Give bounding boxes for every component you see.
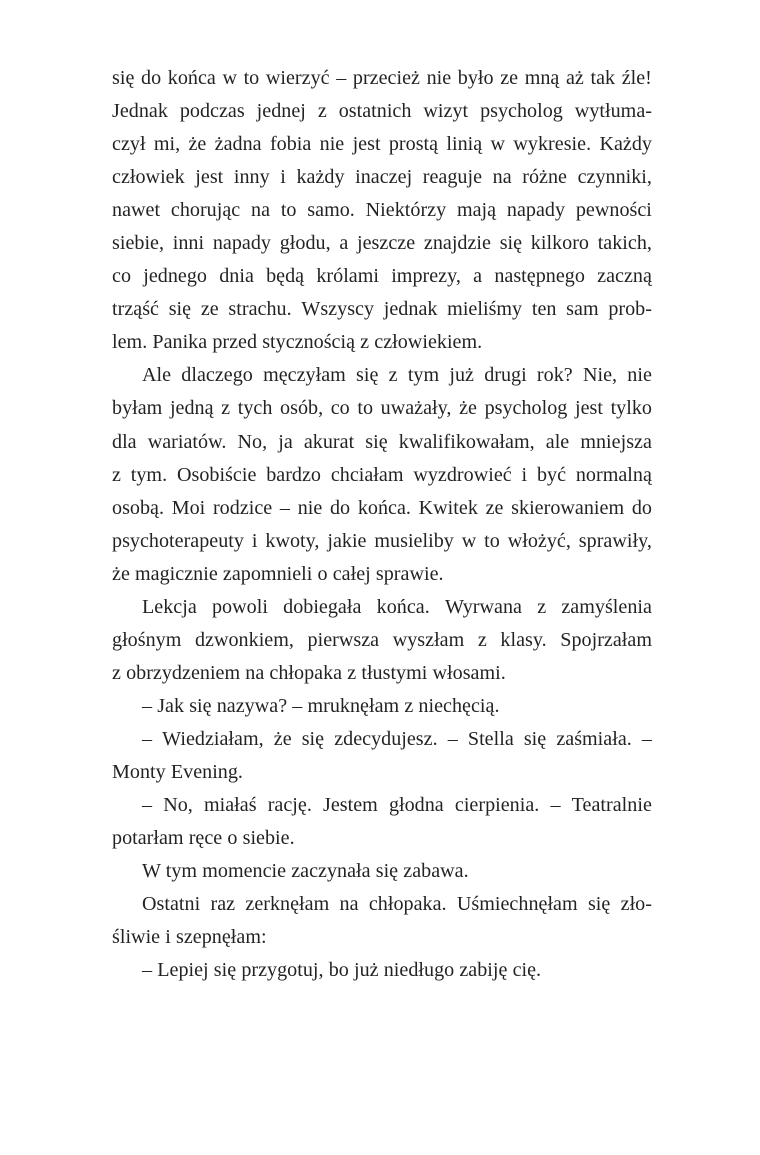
word: czył [112,133,146,156]
word: chciałam [330,463,404,486]
paragraph [112,954,652,987]
word: to [357,397,374,420]
word: ale [545,430,570,453]
text-line: z obrzydzeniem na chłopaka z tłustymi włosami. [112,661,506,684]
word: Ale [142,364,172,387]
word: wariatów. [147,430,227,453]
text-line [112,95,652,128]
word: reaguje [422,166,483,189]
word: się [499,232,523,255]
text-line [112,426,652,459]
word: na [339,893,359,916]
word: jeszcze [357,232,416,255]
word: – [142,727,153,750]
word: Niektórzy [365,199,447,222]
word: chłopaka. [368,893,447,916]
text-line [112,194,652,227]
word: do [631,496,652,519]
word: nie [627,364,652,387]
word: tym [407,364,440,387]
text-line [112,161,652,194]
word: że [188,133,207,156]
word: ze [200,298,219,321]
paragraph [112,888,652,954]
word: przecież [352,67,420,89]
word: jest [352,133,381,156]
word: w [222,67,237,89]
word: żadna [214,133,262,156]
text-line: – Jak się nazywa? – mruknęłam z niechęcią. [142,694,500,717]
word: królami [316,265,379,288]
word: było [457,67,494,89]
word: tylko [610,397,652,420]
word: końca. [376,595,430,618]
word: zaczną [597,265,652,288]
text-line [112,591,652,624]
text-line [112,359,652,392]
word: człowiek [112,166,185,189]
word: głodu, [279,232,331,255]
word: sam [566,298,599,321]
word: Wszyscy [301,298,375,321]
word: jest [574,397,603,420]
word: dzwonkiem, [194,628,294,651]
paragraph [112,62,652,359]
text-line [112,525,652,558]
text-line [112,227,652,260]
word: co [330,397,350,420]
word: następnego [494,265,585,288]
word: akurat [303,430,355,453]
word: tych [237,397,273,420]
word: dlaczego [181,364,253,387]
word: dla [112,430,137,453]
text-line: potarłam ręce o siebie. [112,827,295,850]
word: że [459,397,477,420]
word: to [280,199,297,222]
word: nie [426,67,452,89]
word: nawet [112,199,161,222]
word: klasy. [500,628,547,651]
word: psychoterapeuty [112,529,244,552]
word: z [537,595,547,618]
word: Lekcja [142,595,197,618]
text-line [112,62,652,95]
word: w [490,133,506,156]
word: jednej [256,100,306,123]
paragraph [112,723,652,789]
word: na [492,166,512,189]
paragraph [112,591,652,690]
word: pewności [575,199,652,222]
word: prob- [608,298,652,321]
word: Jednak [112,100,168,123]
text-line: Monty Evening. [112,760,243,783]
word: raz [210,893,236,916]
word: Uśmiechnęłam [456,893,578,916]
word: być [536,463,567,486]
word: będą [266,265,305,288]
word: – [550,794,561,817]
word: znajdzie [423,232,491,255]
word: Teatralnie [571,794,652,817]
word: się [356,364,379,387]
text-line: W tym momencie zaczynała się zabawa. [142,860,469,883]
word: się [365,430,388,453]
word: wierzyć [265,67,330,89]
word: i [251,529,258,552]
word: mieliśmy [447,298,523,321]
word: – [279,496,290,519]
text-line [112,888,652,921]
word: Stella [467,727,514,750]
word: osób, [280,397,324,420]
word: ze [500,67,519,89]
word: uważały, [380,397,452,420]
word: musieliby [374,529,454,552]
word: normalną [575,463,652,486]
word: prostą [388,133,439,156]
word: Moi [171,496,206,519]
word: samo. [307,199,355,222]
word: to [243,67,260,89]
word: powoli [211,595,268,618]
page-text-block [112,62,652,987]
word: skierowaniem [511,496,625,519]
word: że [273,727,292,750]
word: nie [297,496,323,519]
word: a [473,265,483,288]
word: kilkoro [530,232,589,255]
word: ze [485,496,504,519]
word: wizyt [423,100,469,123]
text-line [112,392,652,425]
word: Wyrwana [444,595,522,618]
word: do [329,496,351,519]
word: się [168,298,192,321]
word: Osobiście [176,463,257,486]
word: wyzdrowieć [413,463,512,486]
word: i [521,463,528,486]
word: nie [319,133,345,156]
word: jednak [383,298,438,321]
text-line: lem. Panika przed stycznością z człowiekiem. [112,331,483,354]
word: trząść [112,298,159,321]
word: głodna [388,794,444,817]
word: każdy [296,166,345,189]
word: Jestem [323,794,378,817]
word: takich, [597,232,652,255]
paragraph [112,359,652,590]
word: źle! [621,67,652,89]
text-line [112,260,652,293]
word: zamyślenia [561,595,652,618]
word: byłam [112,397,163,420]
word: końca. [357,496,411,519]
word: czynniki, [577,166,652,189]
word: fobia [269,133,312,156]
word: jednego [143,265,207,288]
word: inni [172,232,205,255]
word: aż [565,67,584,89]
word: na [251,199,271,222]
word: podczas [179,100,245,123]
word: – [447,727,458,750]
word: rodzice [212,496,273,519]
word: linią [446,133,483,156]
word: wykresie. [513,133,592,156]
word: w [461,529,477,552]
word: z [317,100,327,123]
word: inny [233,166,270,189]
word: się [112,67,135,89]
word: bardzo [266,463,321,486]
word: z [112,463,121,486]
word: strachu. [228,298,292,321]
word: i [280,166,286,189]
word: końca [167,67,216,89]
text-line [112,624,652,657]
word: się [301,727,325,750]
word: napady [506,199,566,222]
word: zaśmiała. [556,727,632,750]
word: jedną [169,397,214,420]
word: ostatnich [338,100,412,123]
word: ten [531,298,557,321]
word: rację. [267,794,312,817]
word: mną [524,67,560,89]
paragraph [112,690,652,723]
text-line [112,293,652,326]
text-line [112,492,652,525]
text-line [112,128,652,161]
word: siebie, [112,232,165,255]
word: a [339,232,349,255]
word: rok? [536,364,573,387]
word: drugi [484,364,527,387]
word: włożyć, [507,529,571,552]
word: to [484,529,500,552]
word: ja [278,430,293,453]
word: inaczej [355,166,413,189]
word: chorując [170,199,241,222]
word: tym. [130,463,168,486]
word: psycholog [484,397,568,420]
word: – [641,727,652,750]
word: kwalifikowałam, [398,430,535,453]
text-line: – Lepiej się przygotuj, bo już niedługo zabiję cię. [142,959,542,982]
word: głośnym [112,628,182,651]
word: – [336,67,347,89]
word: mniejsza [580,430,652,453]
word: wyszłam [392,628,465,651]
word: z [388,364,398,387]
word: No, [163,794,193,817]
word: Nie, [582,364,618,387]
text-line [112,459,652,492]
word: No, [237,430,268,453]
word: zdecydujesz. [334,727,438,750]
text-line [112,723,652,756]
word: Spojrzałam [560,628,652,651]
word: pierwsza [307,628,380,651]
word: psycholog [480,100,563,123]
paragraph [112,855,652,888]
word: jakie [327,529,367,552]
word: Wiedziałam, [162,727,264,750]
word: miałaś [203,794,257,817]
word: Kwitek [418,496,478,519]
word: z [477,628,487,651]
text-line: że magicznie zapomnieli o całej sprawie. [112,562,444,585]
word: z [221,397,231,420]
word: już [449,364,474,387]
word: Każdy [599,133,652,156]
word: do [141,67,162,89]
word: dnia [219,265,254,288]
word: jest [195,166,224,189]
paragraph [112,789,652,855]
text-line [112,789,652,822]
word: cierpienia. [454,794,540,817]
word: tak [590,67,616,89]
word: się [523,727,547,750]
word: mają [456,199,497,222]
word: wytłuma- [574,100,652,123]
word: różne [522,166,567,189]
word: co [112,265,132,288]
word: napady [212,232,271,255]
word: – [142,794,153,817]
word: męczyłam [263,364,346,387]
word: kwoty, [265,529,320,552]
word: się [587,893,611,916]
word: mi, [153,133,181,156]
word: zło- [620,893,652,916]
word: imprezy, [391,265,461,288]
word: sprawiły, [578,529,652,552]
word: osobą. [112,496,165,519]
text-line: śliwie i szepnęłam: [112,926,267,949]
word: dobiegała [283,595,362,618]
word: zerknęłam [245,893,330,916]
word: Ostatni [142,893,201,916]
